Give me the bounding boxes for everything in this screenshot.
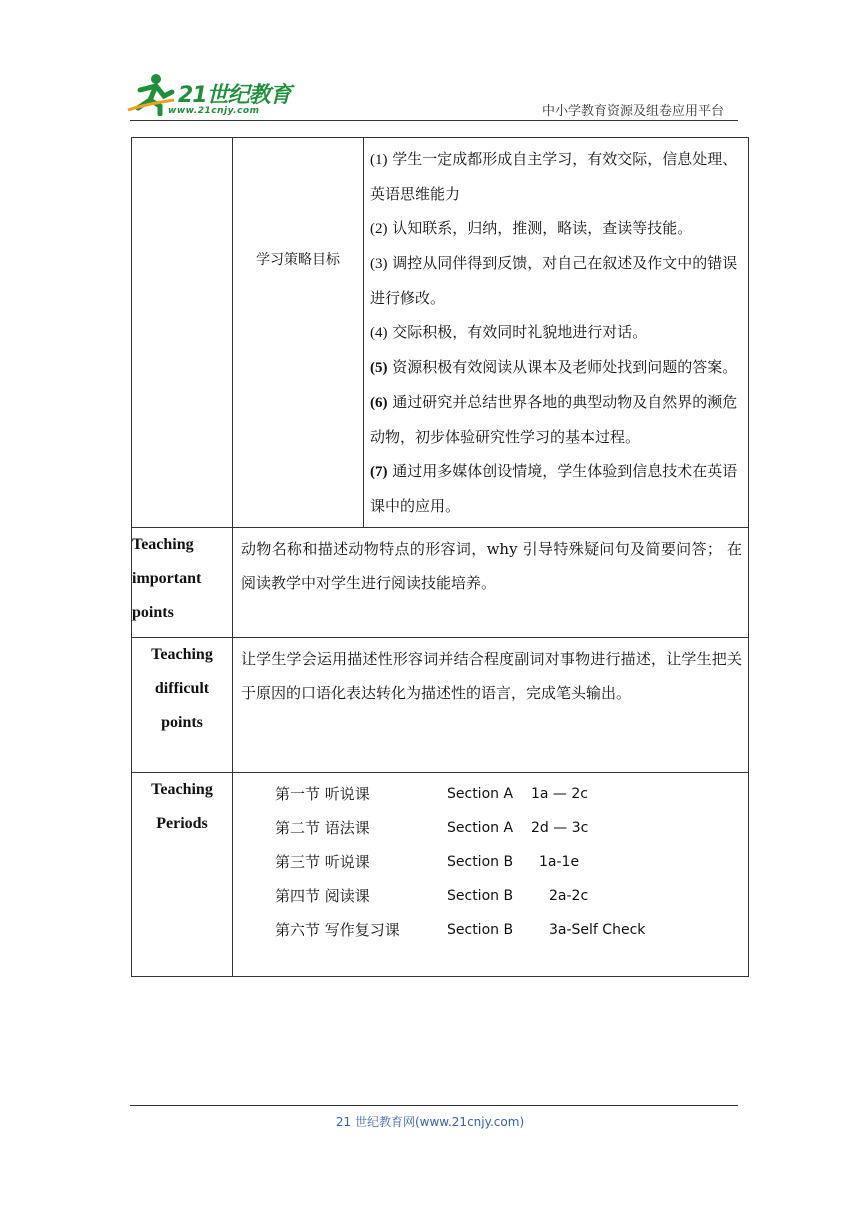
period-item: 第四节 阅读课 Section B 2a-2c: [275, 887, 589, 905]
footer-link[interactable]: 21 世纪教育网(www.21cnjy.com): [335, 1115, 525, 1129]
periods-row: [132, 773, 749, 977]
goals-cell: [364, 138, 749, 528]
goals-label: 学习策略目标: [233, 138, 364, 528]
periods-content: [233, 773, 749, 977]
site-logo: [126, 70, 296, 116]
logo-text: 21世纪教育: [178, 83, 291, 108]
goal-item: (6) 通过研究并总结世界各地的典型动物及自然界的濒危动物，初步体验研究性学习的基本过程。: [370, 393, 738, 446]
period-item: 第二节 语法课 Section A 2d — 3c: [275, 819, 589, 837]
goal-item: (3) 调控从同伴得到反馈，对自己在叙述及作文中的错误进行修改。: [370, 254, 738, 307]
goal-item: (1) 学生一定成都形成自主学习，有效交际，信息处理、英语思维能力: [370, 150, 738, 203]
goal-item: (5) 资源积极有效阅读从课本及老师处找到问题的答案。: [370, 358, 738, 376]
goal-item: (2) 认知联系，归纳，推测，略读，查读等技能。: [370, 219, 693, 237]
goals-list: [364, 138, 748, 527]
goal-item: (7) 通过用多媒体创设情境，学生体验到信息技术在英语课中的应用。: [370, 462, 738, 515]
important-row: [132, 528, 749, 638]
periods-list: [233, 773, 748, 947]
period-item: 第一节 听说课 Section A 1a — 2c: [275, 785, 588, 803]
goal-item: (4) 交际积极，有效同时礼貌地进行对话。: [370, 323, 648, 341]
difficult-content: 让学生学会运用描述性形容词并结合程度副词对事物进行描述，让学生把关于原因的口语化表达转化为描述性的语言，完成笔头输出。: [233, 638, 749, 773]
lesson-plan-table: [131, 137, 749, 977]
period-item: 第六节 写作复习课 Section B 3a-Self Check: [275, 921, 646, 939]
goals-empty-cell: [132, 138, 233, 528]
difficult-row: [132, 638, 749, 773]
difficult-label: Teaching difficult points: [132, 638, 233, 773]
header-divider: [130, 120, 738, 121]
platform-title: 中小学教育资源及组卷应用平台: [541, 104, 724, 119]
goals-row: [132, 138, 749, 528]
footer-divider: [130, 1105, 738, 1106]
logo-url: www.21cnjy.com: [168, 106, 260, 116]
important-content: 动物名称和描述动物特点的形容词，why 引导特殊疑问句及简要问答； 在阅读教学中对学生进行阅读技能培养。: [233, 528, 749, 638]
period-item: 第三节 听说课 Section B 1a-1e: [275, 853, 580, 871]
periods-label: Teaching Periods: [132, 773, 233, 977]
important-label: Teaching important points: [132, 528, 233, 638]
